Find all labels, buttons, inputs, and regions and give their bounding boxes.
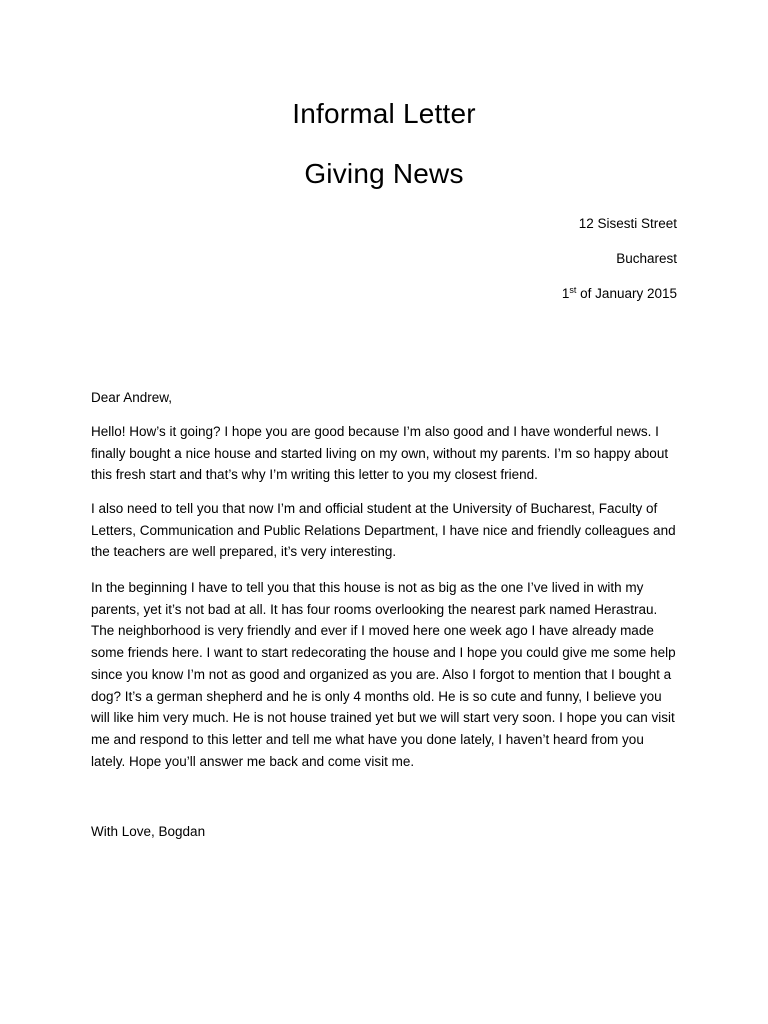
letter-paragraph-1: Hello! How’s it going? I hope you are good because I’m also good and I have wonderful news. I finally bought a nice house and started living on my own, without my parents. I’m so happy about this fresh start and that’s why I’m writing this letter to you my closest friend. [91, 424, 669, 483]
date-month-year: of January 2015 [576, 286, 677, 301]
letter-subtitle: Giving News [304, 158, 464, 189]
letter-paragraph-2: I also need to tell you that now I’m and official student at the University of Bucharest, Faculty of Letters, Communication and Public Relations Department, I have nice and friendly colleagues and the teachers are well prepared, it’s very interesting. [91, 501, 676, 560]
letter-title: Informal Letter [292, 98, 476, 129]
letter-paragraph-3: In the beginning I have to tell you that this house is not as big as the one I’ve lived in with my parents, yet it’s not bad at all. It has four rooms overlooking the nearest park named Herastrau. The neighborhood is very friendly and ever if I moved here one week ago I have already made some friends here. I want to start redecorating the house and I hope you could give me some help since you know I’m not as good and organized as you are. Also I forgot to mention that I bought a dog? It’s a german shepherd and he is only 4 months old. He is so cute and funny, I believe you will like him very much. He is not house trained yet but we will start very soon. I hope you can visit me and respond to this letter and tell me what have you done lately, I haven’t heard from you lately. Hope you’ll answer me back and come visit me. [91, 580, 676, 769]
letter-date [377, 285, 677, 303]
letter-signoff: With Love, Bogdan [91, 824, 206, 839]
letter-greeting: Dear Andrew, [91, 390, 173, 405]
sender-city: Bucharest [616, 251, 677, 266]
date-ordinal-suffix: st [569, 285, 577, 295]
sender-street: 12 Sisesti Street [578, 216, 677, 231]
date-day: 1 [561, 286, 570, 301]
